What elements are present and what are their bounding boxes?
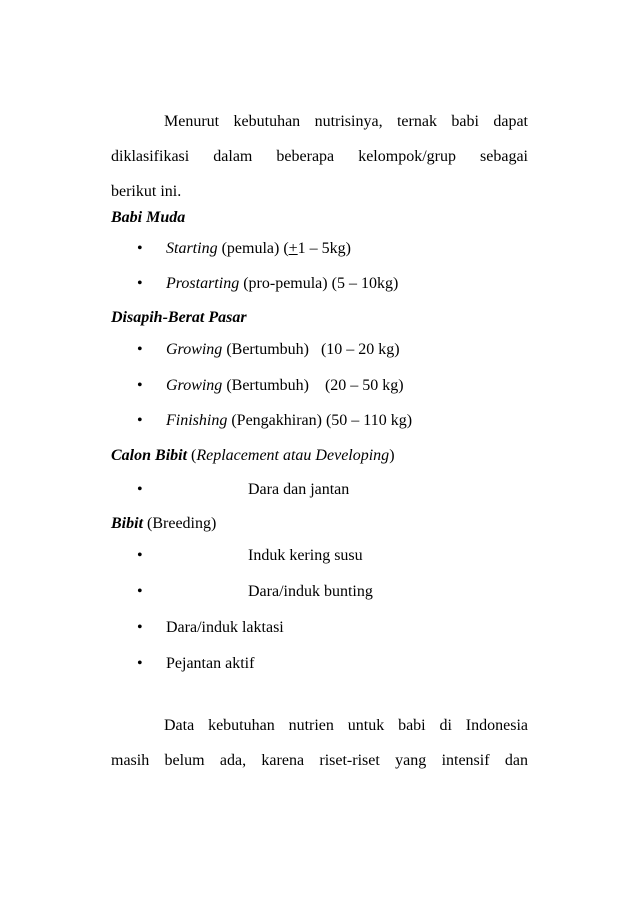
heading-disapih: Disapih-Berat Pasar <box>111 309 247 326</box>
bullet: • <box>137 655 143 672</box>
bullet: • <box>137 583 143 600</box>
heading-bold-italic: Bibit <box>111 515 144 532</box>
bullet: • <box>137 481 143 498</box>
list-item-italic: Growing <box>166 377 223 394</box>
heading-italic: Replacement atau Developing <box>196 447 390 464</box>
heading-calon-bibit <box>111 446 395 466</box>
closing-line-2: masih belum ada, karena riset-riset yang intensif dan <box>111 752 528 769</box>
list-item-text: (Pengakhiran) (50 – 110 kg) <box>227 412 413 429</box>
list-item: Pejantan aktif <box>166 655 255 672</box>
list-item-text: (Bertumbuh) (10 – 20 kg) <box>222 341 400 358</box>
list-item-italic: Prostarting <box>166 275 240 292</box>
list-item <box>166 239 351 259</box>
heading-bibit <box>111 514 216 534</box>
heading-paren-open: ( <box>187 447 197 464</box>
list-item <box>166 340 400 360</box>
bullet: • <box>137 240 143 257</box>
list-item: Induk kering susu <box>248 547 363 564</box>
list-item-text: (pemula) ( <box>217 240 289 257</box>
list-item <box>166 411 412 431</box>
list-item-italic: Starting <box>166 240 218 257</box>
bullet: • <box>137 377 143 394</box>
list-item-text: 1 – 5kg) <box>297 240 351 257</box>
heading-bold-italic: Calon Bibit <box>111 447 188 464</box>
list-item <box>166 274 398 294</box>
intro-line-2: diklasifikasi dalam beberapa kelompok/grup sebagai <box>111 148 528 165</box>
heading-rest: (Breeding) <box>143 515 217 532</box>
bullet: • <box>137 547 143 564</box>
list-item <box>166 376 404 396</box>
list-item-text: (Bertumbuh) (20 – 50 kg) <box>222 377 404 394</box>
intro-line-1: Menurut kebutuhan nutrisinya, ternak babi dapat <box>164 113 528 130</box>
bullet: • <box>137 412 143 429</box>
intro-line-3: berikut ini. <box>111 183 182 200</box>
bullet: • <box>137 341 143 358</box>
list-item-italic: Finishing <box>166 412 228 429</box>
closing-line-1: Data kebutuhan nutrien untuk babi di Indonesia <box>164 717 528 734</box>
list-item-italic: Growing <box>166 341 223 358</box>
list-item-text: (pro-pemula) (5 – 10kg) <box>239 275 399 292</box>
bullet: • <box>137 275 143 292</box>
heading-paren-close: ) <box>389 447 395 464</box>
list-item: Dara dan jantan <box>248 481 350 498</box>
plus-minus-sign: + <box>288 240 298 257</box>
heading-babi-muda: Babi Muda <box>111 209 186 226</box>
bullet: • <box>137 619 143 636</box>
list-item: Dara/induk laktasi <box>166 619 284 636</box>
list-item: Dara/induk bunting <box>248 583 373 600</box>
